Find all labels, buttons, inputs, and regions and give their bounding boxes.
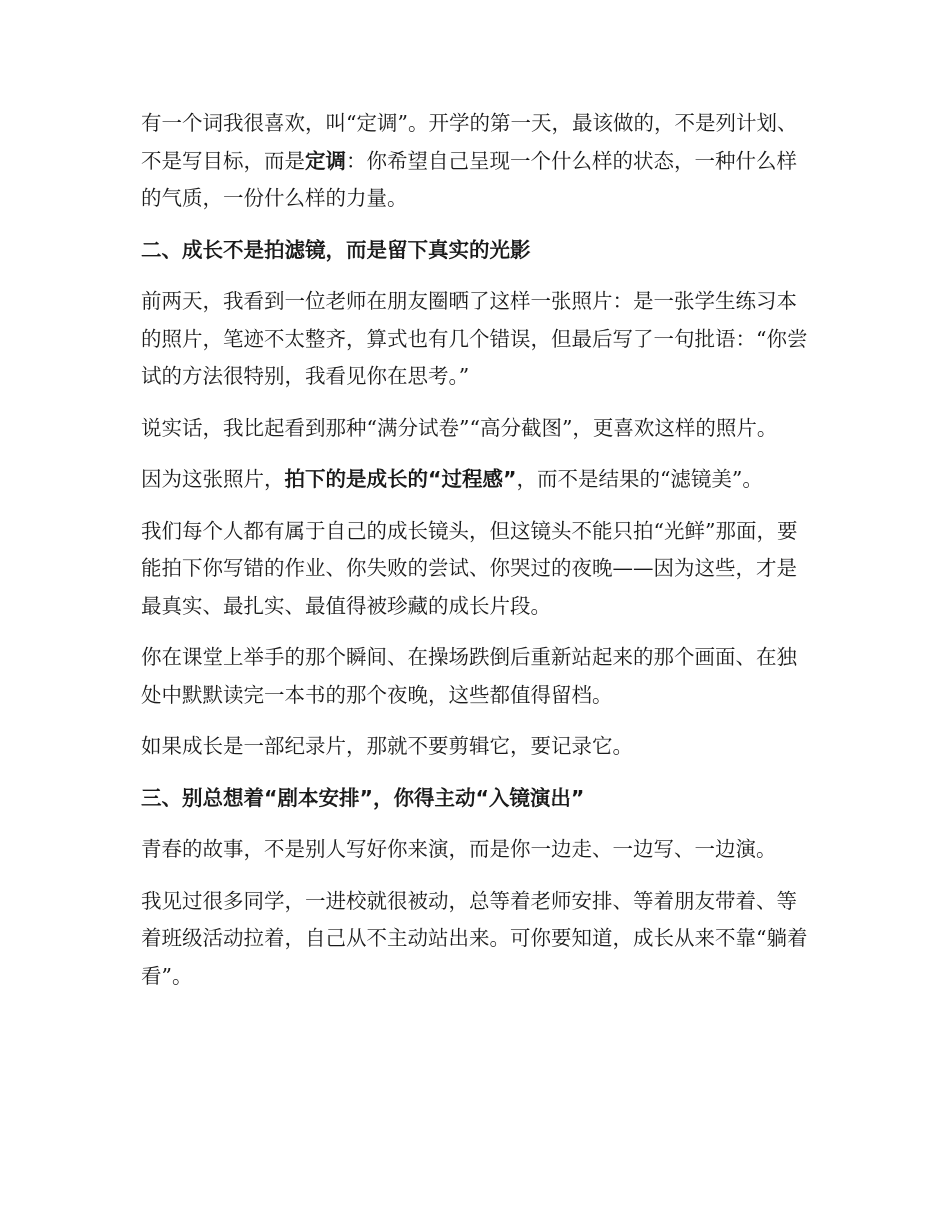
bold-text: 拍下的是成长的“过程感” bbox=[284, 467, 517, 491]
paragraph: 我们每个人都有属于自己的成长镜头，但这镜头不能只拍“光鲜”那面，要能拍下你写错的作业、你失败的尝试、你哭过的夜晚——因为这些，才是最真实、最扎实、最值得被珍藏的成长片段。 bbox=[141, 518, 798, 618]
paragraph-intro bbox=[141, 105, 809, 218]
document-page bbox=[141, 105, 809, 1009]
paragraph-text: 因为这张照片， bbox=[141, 467, 285, 491]
paragraph: 我见过很多同学，一进校就很被动，总等着老师安排、等着朋友带着、等着班级活动拉着，自己从不主动站出来。可你要知道，成长从来不靠“躺着看”。 bbox=[141, 888, 808, 988]
paragraph-text: 有一个词我很喜欢，叫“定调”。开学的第一天，最该做的，不是列计划、不是写目标，而是 bbox=[141, 111, 798, 173]
paragraph-text: ：你希望自己呈现一个什么样的状态，一种什么样的气质，一份什么样的力量。 bbox=[141, 148, 797, 210]
paragraph: 前两天，我看到一位老师在朋友圈晒了这样一张照片：是一张学生练习本的照片，笔迹不太整齐，算式也有几个错误，但最后写了一句批语：“你尝试的方法很特别，我看见你在思考。” bbox=[141, 289, 808, 388]
paragraph: 说实话，我比起看到那种“满分试卷”“高分截图”，更喜欢这样的照片。 bbox=[141, 415, 778, 440]
paragraph bbox=[141, 461, 809, 499]
section-heading: 二、成长不是拍滤镜，而是留下真实的光影 bbox=[141, 237, 531, 262]
paragraph: 你在课堂上举手的那个瞬间、在操场跌倒后重新站起来的那个画面、在独处中默默读完一本书的那个夜晚，这些都值得留档。 bbox=[141, 645, 797, 707]
paragraph-text: ，而不是结果的“滤镜美”。 bbox=[516, 467, 763, 491]
section-heading: 三、别总想着“剧本安排”，你得主动“入镜演出” bbox=[141, 785, 585, 810]
bold-text: 定调 bbox=[305, 148, 346, 173]
paragraph: 青春的故事，不是别人写好你来演，而是你一边走、一边写、一边演。 bbox=[141, 837, 777, 861]
paragraph: 如果成长是一部纪录片，那就不要剪辑它，要记录它。 bbox=[141, 734, 633, 758]
